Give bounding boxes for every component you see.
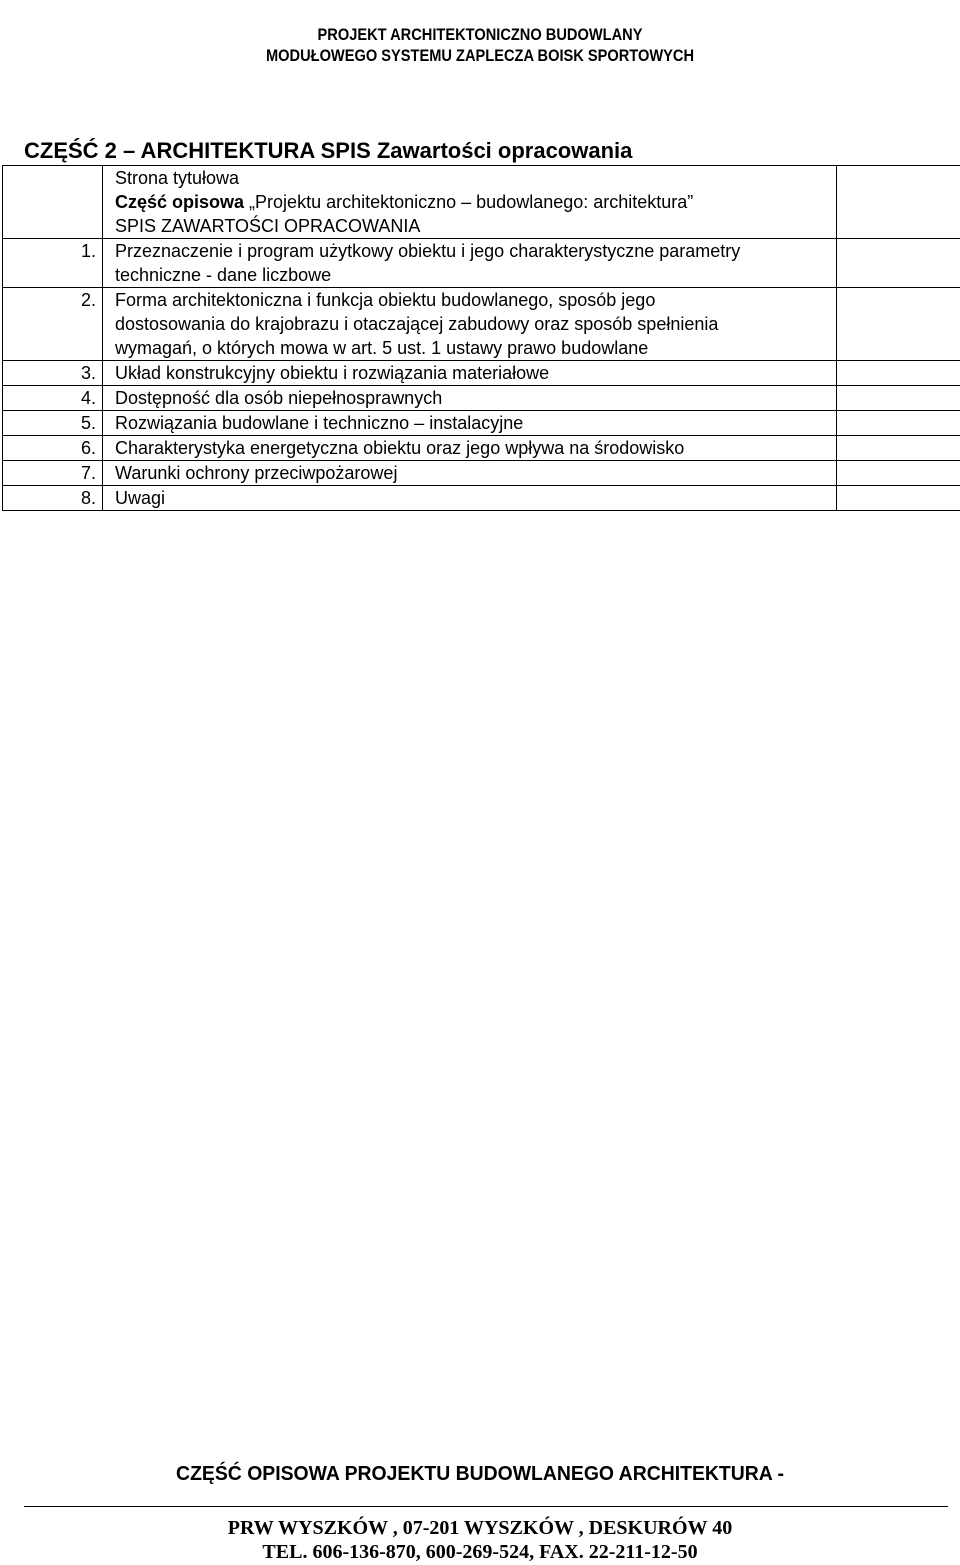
toc-row-page-cell [837,288,960,361]
toc-row-line: Charakterystyka energetyczna obiektu oraz jego wpływa na środowisko [115,438,685,458]
toc-row-number: 8. [3,486,103,511]
toc-row-number: 4. [3,386,103,411]
footer-address: PRW WYSZKÓW , 07-201 WYSZKÓW , DESKURÓW 40 [227,1517,733,1539]
toc-row-page-cell [837,411,960,436]
toc-row-page-cell [837,436,960,461]
toc-row-line: Uwagi [115,488,166,508]
toc-row-number: 7. [3,461,103,486]
header-line-2: MODUŁOWEGO SYSTEMU ZAPLECZA BOISK SPORTOWYCH [265,46,695,65]
toc-row-page-cell [837,486,960,511]
toc-row-line: Forma architektoniczna i funkcja obiektu budowlanego, sposób jego [115,290,656,310]
toc-intro-descriptive-label: Część opisowa [115,192,245,212]
toc-row-line: Układ konstrukcyjny obiektu i rozwiązania materiałowe [115,363,550,383]
footer-title: CZĘŚĆ OPISOWA PROJEKTU BUDOWLANEGO ARCHITEKTURA - [176,1463,784,1485]
toc-intro-title-page: Strona tytułowa [115,168,240,188]
toc-intro-descriptive-rest: „Projektu architektoniczno – budowlanego: architektura” [244,192,694,212]
toc-row-line: Rozwiązania budowlane i techniczno – instalacyjne [115,413,524,433]
toc-row-line: Przeznaczenie i program użytkowy obiektu i jego charakterystyczne parametry [115,241,741,261]
toc-row-line: Warunki ochrony przeciwpożarowej [115,463,398,483]
toc-intro-contents: SPIS ZAWARTOŚCI OPRACOWANIA [115,216,421,236]
toc-row-number: 3. [3,361,103,386]
toc-row-number: 6. [3,436,103,461]
toc-row [3,386,960,411]
toc-row [3,361,960,386]
toc-row-text [103,436,837,461]
toc-row-page-cell [837,361,960,386]
footer-phone: TEL. 606-136-870, 600-269-524, FAX. 22-211-12-50 [262,1541,698,1563]
toc-row-number: 5. [3,411,103,436]
toc-row-text [103,461,837,486]
toc-intro-page-cell [837,166,960,239]
toc-row-line: wymagań, o których mowa w art. 5 ust. 1 ustawy prawo budowlane [115,338,649,358]
toc-row [3,436,960,461]
toc-row-text [103,486,837,511]
toc-intro-text-cell [103,166,837,239]
toc-row [3,239,960,288]
footer-divider [24,1506,948,1507]
toc-row-text [103,288,837,361]
toc-row-text [103,411,837,436]
toc-intro-descriptive-part [115,190,836,214]
toc-row-line: dostosowania do krajobrazu i otaczającej zabudowy oraz sposób spełnienia [115,314,719,334]
toc-row-page-cell [837,461,960,486]
toc-row-text [103,239,837,288]
toc-row-text [103,386,837,411]
page-header [67,24,893,66]
toc-row [3,411,960,436]
toc-row-text [103,361,837,386]
toc-intro-row [3,166,960,239]
toc-row-line: Dostępność dla osób niepełnosprawnych [115,388,443,408]
toc-row-page-cell [837,386,960,411]
section-title: CZĘŚĆ 2 – ARCHITEKTURA SPIS Zawartości opracowania [24,138,633,163]
toc-row [3,461,960,486]
toc-row-number: 2. [3,288,103,361]
toc-row-page-cell [837,239,960,288]
table-of-contents [2,165,960,511]
toc-row-number: 1. [3,239,103,288]
toc-row [3,288,960,361]
header-line-1: PROJEKT ARCHITEKTONICZNO BUDOWLANY [317,25,643,44]
toc-row-line: techniczne - dane liczbowe [115,265,332,285]
toc-intro-num-cell [3,166,103,239]
toc-row [3,486,960,511]
